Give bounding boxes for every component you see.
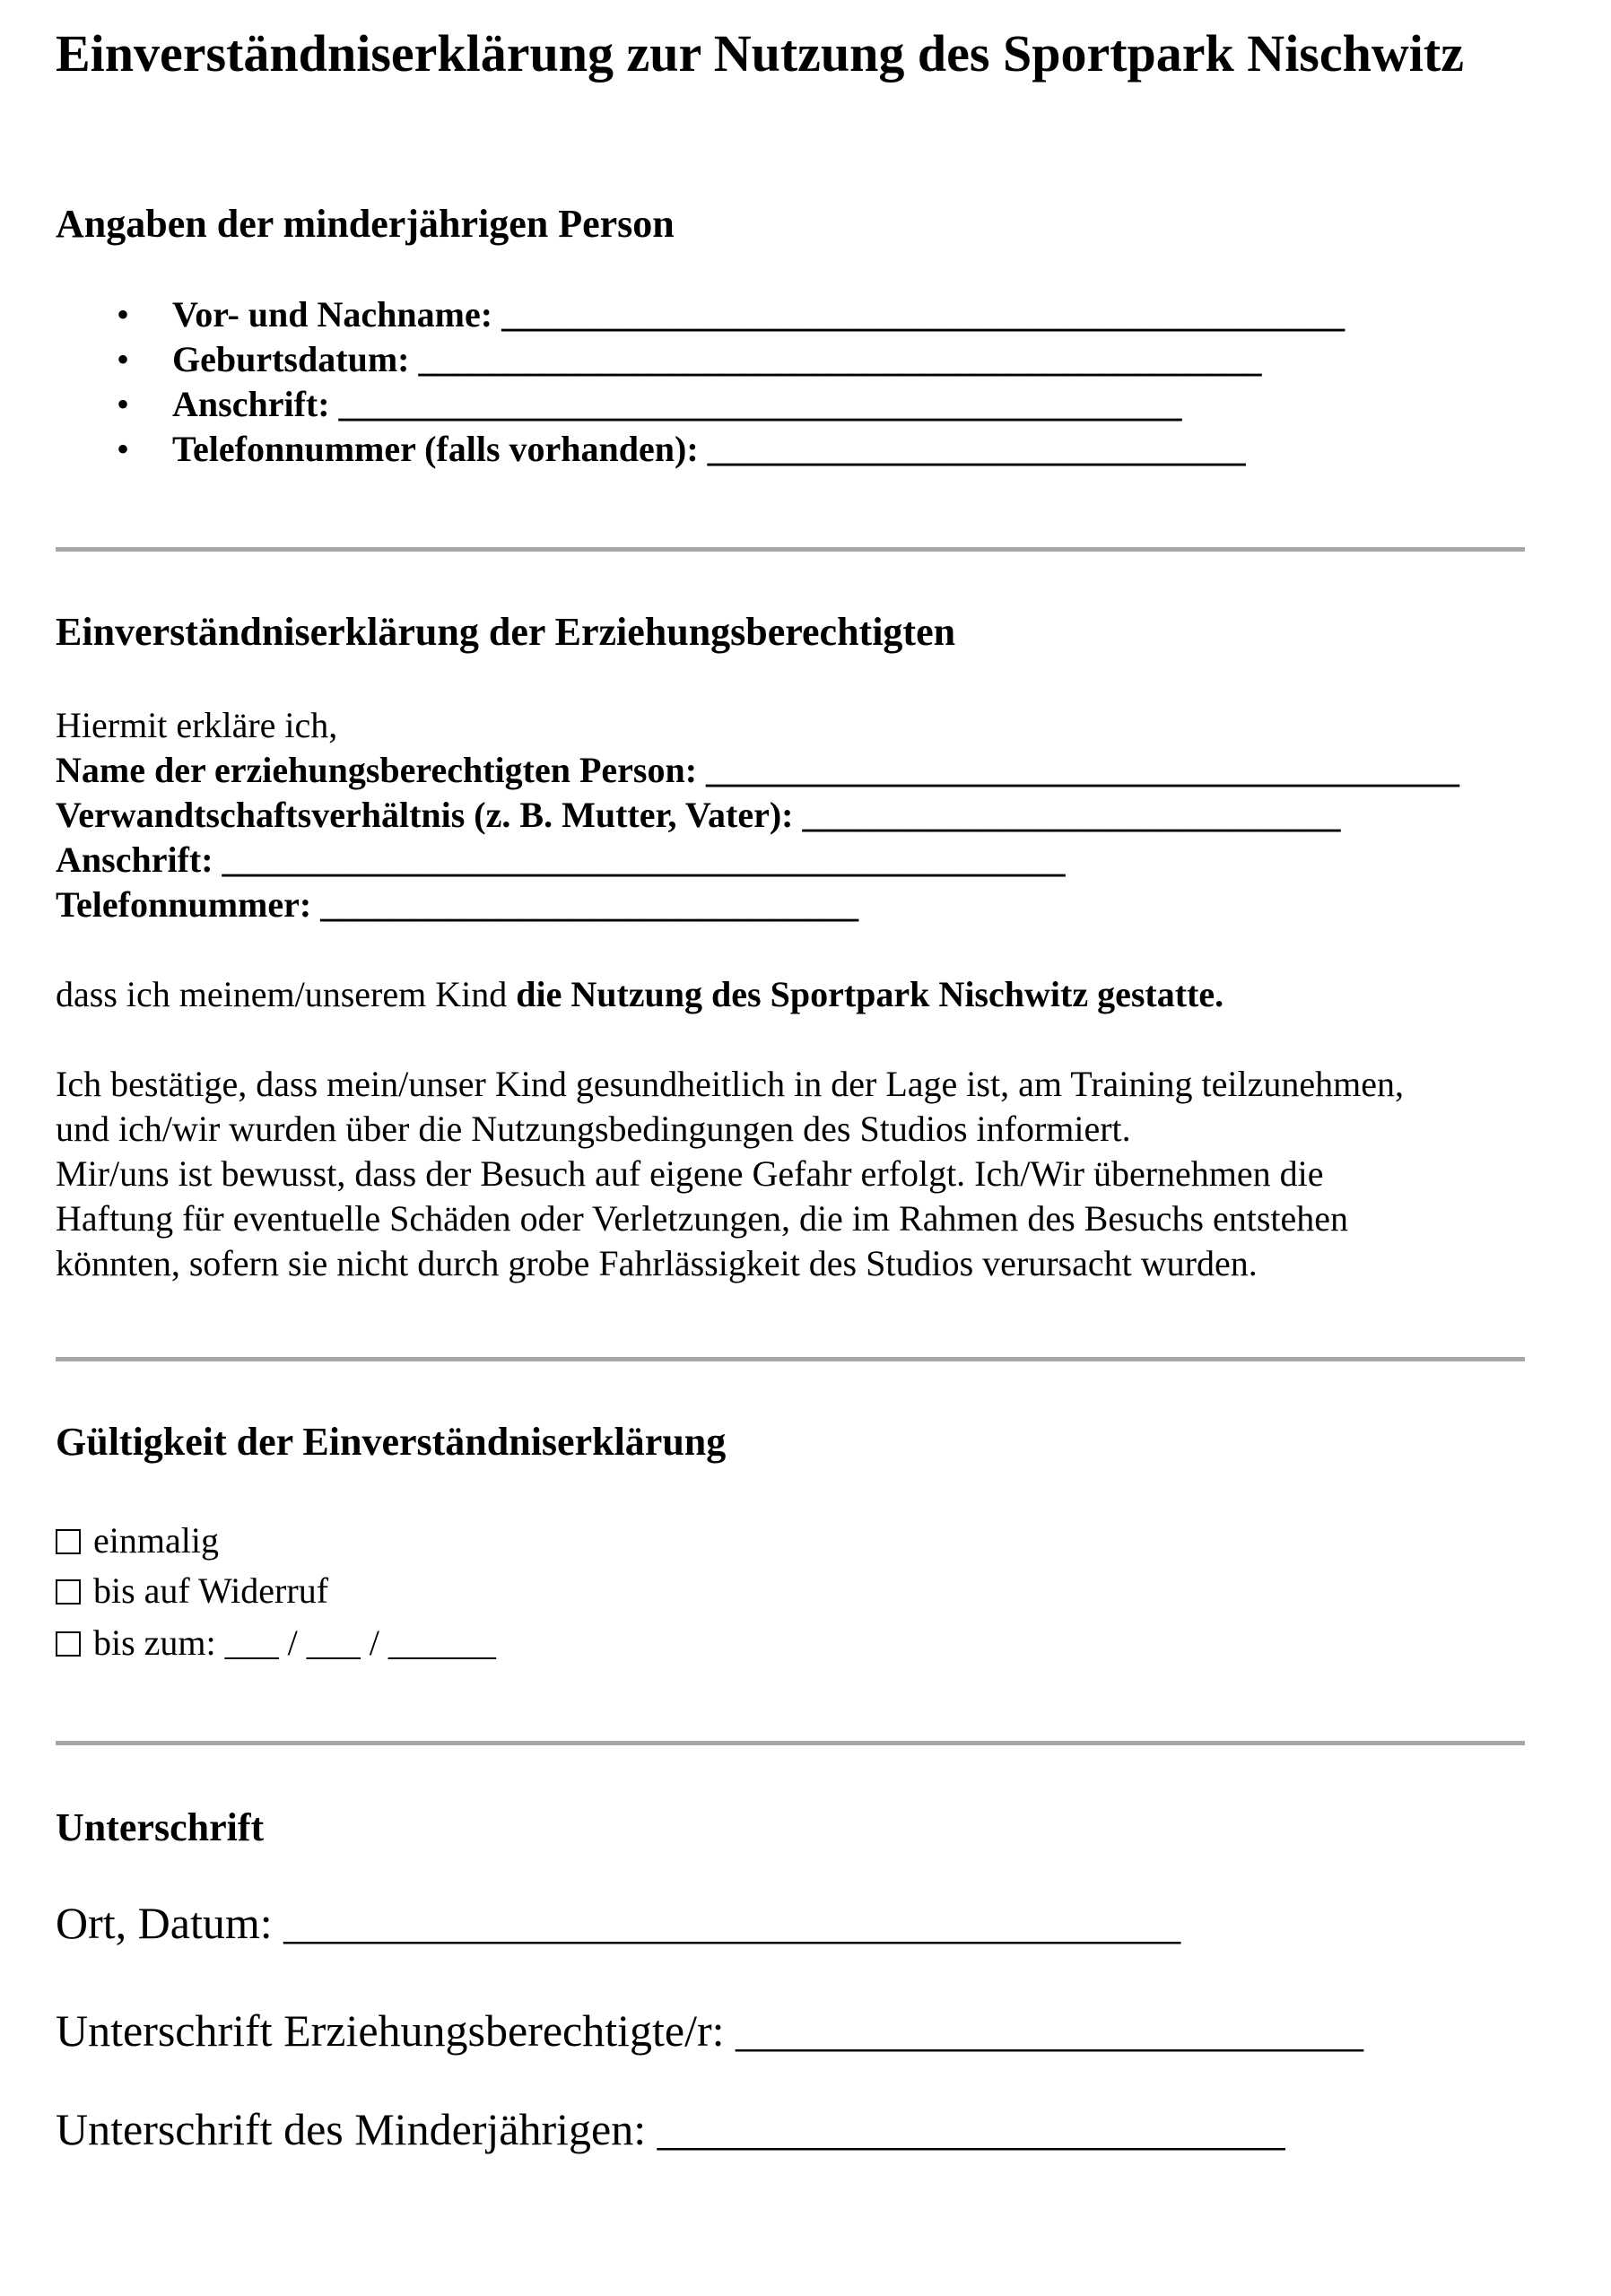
minor-field-phone[interactable]: [56, 427, 1345, 472]
minor-signature-field[interactable]: Unterschrift des Minderjährigen: ____________________________: [56, 2104, 1285, 2154]
minor-section-heading: Angaben der minderjährigen Person: [56, 202, 675, 246]
validity-option-until-revoked-label: bis auf Widerruf: [93, 1570, 329, 1611]
minor-field-address[interactable]: [56, 382, 1345, 427]
guardian-field-phone[interactable]: Telefonnummer: ______________________________: [56, 884, 859, 925]
section-divider: [56, 1741, 1525, 1745]
signature-section-heading: Unterschrift: [56, 1805, 265, 1849]
confirmation-line: und ich/wir wurden über die Nutzungsbedingungen des Studios informiert.: [56, 1109, 1131, 1149]
validity-section-heading: Gültigkeit der Einverständniserklärung: [56, 1420, 727, 1464]
consent-bold-text: die Nutzung des Sportpark Nischwitz gestatte.: [516, 974, 1224, 1014]
confirmation-line: Ich bestätige, dass mein/unser Kind gesundheitlich in der Lage ist, am Training teilzunehmen,: [56, 1064, 1405, 1104]
bullet-icon: •: [117, 294, 130, 335]
consent-prefix: dass ich meinem/unserem Kind: [56, 974, 517, 1014]
minor-fields-list: [56, 292, 1345, 472]
guardian-field-address[interactable]: Anschrift: _______________________________________________: [56, 839, 1066, 880]
validity-option-once[interactable]: [56, 1516, 219, 1566]
checkbox-icon[interactable]: [56, 1529, 81, 1554]
confirmation-paragraph: [56, 1062, 1404, 1286]
place-date-field[interactable]: Ort, Datum: ________________________________________: [56, 1898, 1181, 1948]
minor-field-name-label: Vor- und Nachname: _______________________________________________: [172, 294, 1345, 335]
guardian-fields: [56, 703, 1459, 927]
document-title: Einverständniserklärung zur Nutzung des Sportpark Nischwitz: [56, 24, 1464, 83]
minor-field-phone-label: Telefonnummer (falls vorhanden): ______________________________: [172, 429, 1246, 469]
consent-statement: [56, 972, 1223, 1017]
guardian-signature-field[interactable]: Unterschrift Erziehungsberechtigte/r: ____________________________: [56, 2005, 1364, 2056]
minor-field-birthdate[interactable]: [56, 337, 1345, 382]
bullet-icon: •: [117, 339, 130, 379]
section-divider: [56, 547, 1525, 552]
minor-field-address-label: Anschrift: _______________________________________________: [172, 384, 1182, 424]
confirmation-line: könnten, sofern sie nicht durch grobe Fahrlässigkeit des Studios verursacht wurden.: [56, 1243, 1258, 1283]
guardian-field-name[interactable]: Name der erziehungsberechtigten Person: __________________________________________: [56, 750, 1460, 790]
validity-option-until-revoked[interactable]: [56, 1566, 328, 1616]
checkbox-icon[interactable]: [56, 1579, 81, 1605]
bullet-icon: •: [117, 384, 130, 424]
bullet-icon: •: [117, 429, 130, 469]
confirmation-line: Haftung für eventuelle Schäden oder Verletzungen, die im Rahmen des Besuchs entstehen: [56, 1198, 1349, 1239]
validity-option-once-label: einmalig: [93, 1520, 219, 1561]
guardian-section-heading: Einverständniserklärung der Erziehungsberechtigten: [56, 610, 956, 654]
validity-option-until-date-label: bis zum: ___ / ___ / ______: [93, 1622, 496, 1663]
section-divider: [56, 1357, 1525, 1361]
checkbox-icon[interactable]: [56, 1631, 81, 1657]
guardian-field-relationship[interactable]: Verwandtschaftsverhältnis (z. B. Mutter, Vater): ______________________________: [56, 795, 1341, 835]
minor-field-name[interactable]: [56, 292, 1345, 337]
confirmation-line: Mir/uns ist bewusst, dass der Besuch auf eigene Gefahr erfolgt. Ich/Wir übernehmen die: [56, 1153, 1324, 1194]
minor-field-birthdate-label: Geburtsdatum: _______________________________________________: [172, 339, 1262, 379]
validity-option-until-date[interactable]: [56, 1618, 496, 1668]
guardian-intro: Hiermit erkläre ich,: [56, 705, 338, 745]
